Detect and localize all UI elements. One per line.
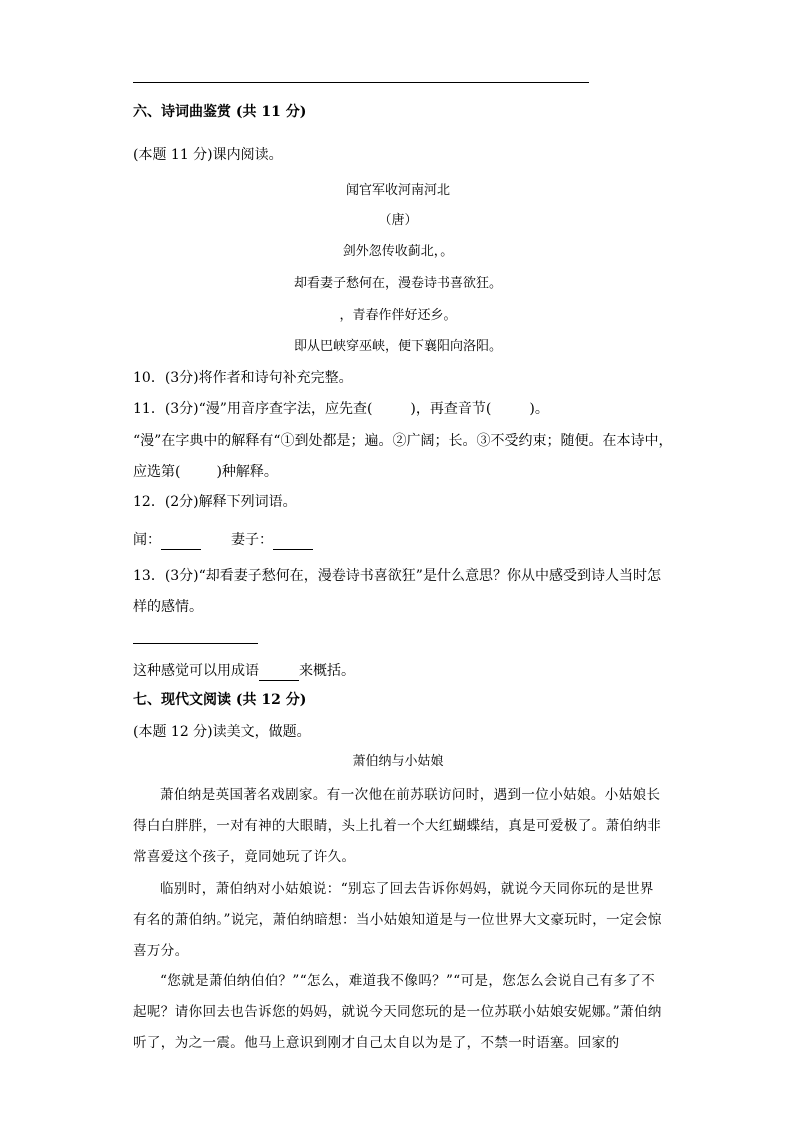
question-11-line-3-b: )种解释。 — [216, 464, 278, 480]
question-11-line-2: “漫”在字典中的解释有“①到处都是；遍。②广阔；长。③不受约束；随便。在本诗中， — [133, 433, 673, 449]
question-11 — [133, 399, 549, 419]
question-12-items — [133, 530, 313, 550]
section-6-title: 六、诗词曲鉴赏 (共 11 分) — [133, 104, 307, 120]
question-11-line-3-a: 应选第( — [133, 464, 181, 480]
question-13-line-2: 样的感情。 — [133, 599, 203, 615]
poem-line-3: ，青春作伴好还乡。 — [339, 308, 457, 323]
answer-blank[interactable] — [161, 535, 201, 550]
answer-line[interactable] — [133, 643, 258, 644]
section-7-intro: (本题 12 分)读美文，做题。 — [133, 724, 311, 740]
question-13-line-1: 13．(3分)“却看妻子愁何在，漫卷诗书喜欲狂”是什么意思？你从中感受到诗人当时怎 — [133, 568, 661, 584]
question-13-line-3-a: 这种感觉可以用成语 — [133, 663, 259, 679]
poem-line-2: 却看妻子愁何在，漫卷诗书喜欲狂。 — [293, 276, 502, 291]
article-title: 萧伯纳与小姑娘 — [352, 754, 444, 769]
poem-dynasty: （唐） — [378, 213, 418, 228]
article-paragraph-2: 临别时，萧伯纳对小姑娘说：“别忘了回去告诉你妈妈，就说今天同你玩的是世界有名的萧伯纳。”说完，萧伯纳暗想：当小姑娘知道是与一位世界大文豪玩时，一定会惊喜万分。 — [133, 881, 662, 959]
question-12: 12．(2分)解释下列词语。 — [133, 494, 297, 510]
poem-line-1: 剑外忽传收蓟北，。 — [342, 244, 454, 259]
question-11-part-b: )，再查音节( — [410, 401, 492, 417]
question-13-line-3 — [133, 661, 355, 681]
poem-title: 闻官军收河南河北 — [345, 183, 450, 198]
section-6-intro: (本题 11 分)课内阅读。 — [133, 147, 283, 163]
question-13-line-3-b: 来概括。 — [299, 663, 355, 679]
article-paragraph-1: 萧伯纳是英国著名戏剧家。有一次他在前苏联访问时，遇到一位小姑娘。小姑娘长得白白胖胖，一对有神的大眼睛，头上扎着一个大红蝴蝶结，真是可爱极了。萧伯纳非常喜爱这个孩子，竟同她玩了许久。 — [133, 787, 662, 865]
question-11-line-3 — [133, 462, 278, 482]
section-7-title: 七、现代文阅读 (共 12 分) — [133, 692, 307, 708]
article-paragraph-3: “您就是萧伯纳伯伯？”“怎么，难道我不像吗？”“可是，您怎么会说自己有多了不起呢？请你回去也告诉您的妈妈，就说今天同您玩的是一位苏联小姑娘安妮娜。”萧伯纳听了，为之一震。他马上意识到刚才自己太自以为是了，不禁一时语塞。回家的 — [133, 973, 662, 1051]
question-11-part-a: 11．(3分)“漫”用音序查字法，应先查( — [133, 401, 373, 417]
answer-blank[interactable] — [273, 535, 313, 550]
question-11-part-c: )。 — [529, 401, 549, 417]
top-rule — [133, 82, 589, 83]
answer-blank[interactable] — [259, 666, 299, 681]
question-12-word-2: 妻子： — [231, 532, 273, 548]
question-10: 10．(3分)将作者和诗句补充完整。 — [133, 370, 353, 386]
question-12-word-1: 闻： — [133, 532, 161, 548]
poem-line-4: 即从巴峡穿巫峡，便下襄阳向洛阳。 — [293, 339, 502, 354]
